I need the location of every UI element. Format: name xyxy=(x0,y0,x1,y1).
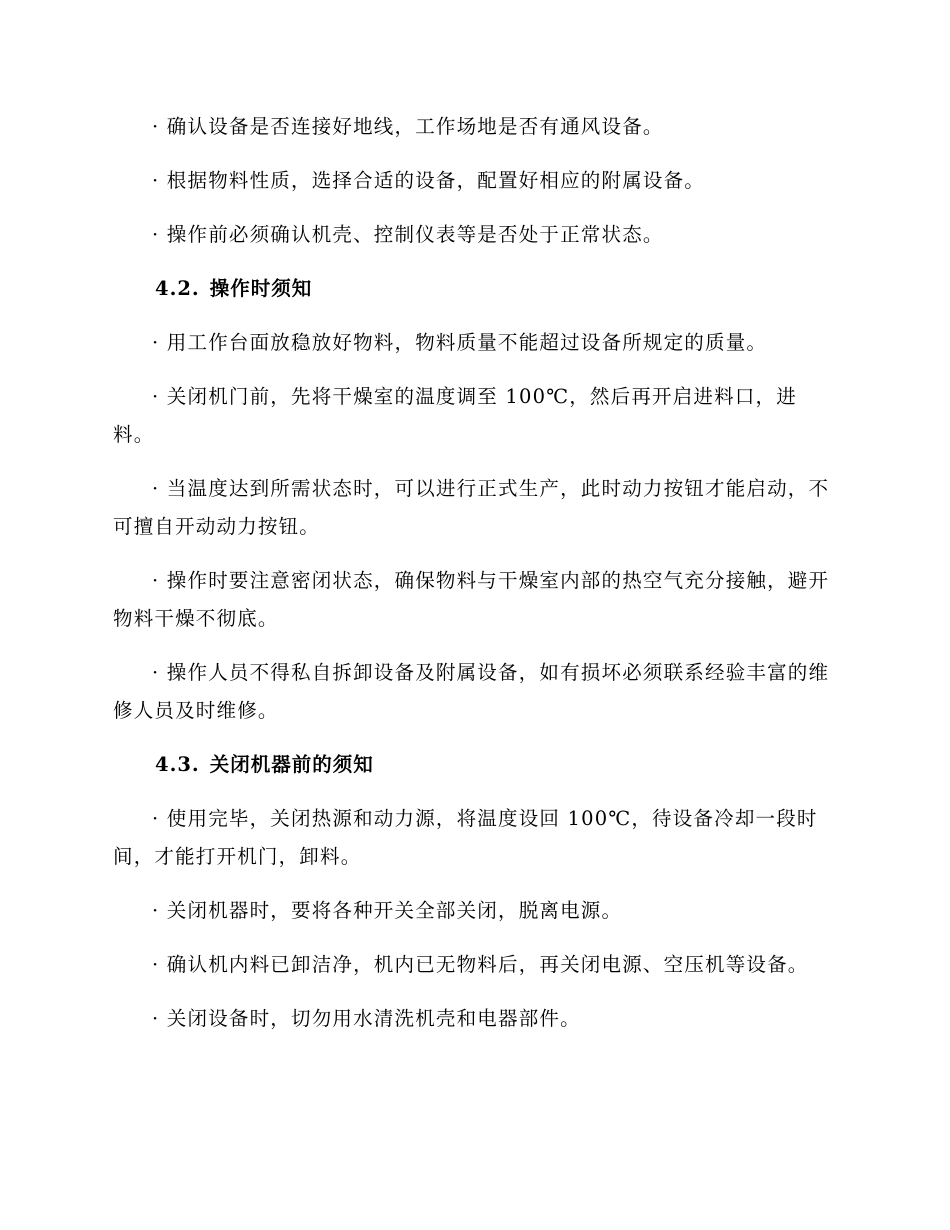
list-item: · 操作前必须确认机壳、控制仪表等是否处于正常状态。 xyxy=(152,223,664,246)
list-item: · 使用完毕，关闭热源和动力源，将温度设回 100℃，待设备冷却一段时间，才能打开机门，卸料。 xyxy=(113,807,818,868)
section-number: 4.3. xyxy=(155,753,200,776)
list-item: · 关闭设备时，切勿用水清洗机壳和电器部件。 xyxy=(152,1007,581,1030)
list-item: · 根据物料性质，选择合适的设备，配置好相应的附属设备。 xyxy=(152,169,705,192)
section-title: 操作时须知 xyxy=(209,277,313,300)
list-item: · 关闭机器时，要将各种开关全部关闭，脱离电源。 xyxy=(152,899,623,922)
section-number: 4.2. xyxy=(155,277,200,300)
list-item: · 操作时要注意密闭状态，确保物料与干燥室内部的热空气充分接触，避开物料干燥不彻底。 xyxy=(113,569,830,630)
list-item: · 操作人员不得私自拆卸设备及附属设备，如有损坏必须联系经验丰富的维修人员及时维修。 xyxy=(113,661,830,722)
section-heading-4-3 xyxy=(113,746,838,784)
section-title: 关闭机器前的须知 xyxy=(209,753,374,776)
list-item: · 当温度达到所需状态时，可以进行正式生产，此时动力按钮才能启动，不可擅自开动动力按钮。 xyxy=(113,477,830,538)
list-item: · 确认机内料已卸洁净，机内已无物料后，再关闭电源、空压机等设备。 xyxy=(152,953,809,976)
list-item: · 用工作台面放稳放好物料，物料质量不能超过设备所规定的质量。 xyxy=(152,331,768,354)
list-item: · 关闭机门前，先将干燥室的温度调至 100℃，然后再开启进料口，进料。 xyxy=(113,385,797,446)
list-item: · 确认设备是否连接好地线，工作场地是否有通风设备。 xyxy=(152,115,664,138)
document-body xyxy=(113,108,838,1054)
section-heading-4-2 xyxy=(113,270,838,308)
